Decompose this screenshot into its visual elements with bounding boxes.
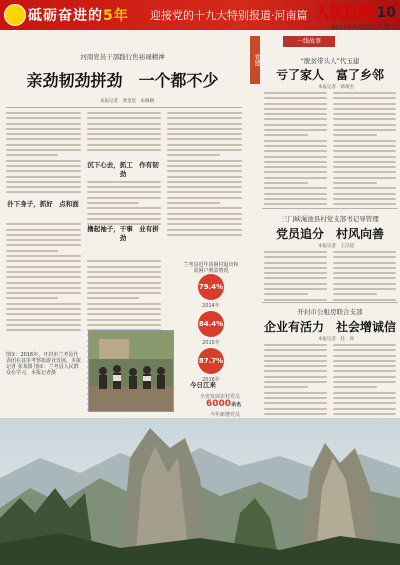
body-text-line bbox=[264, 397, 327, 399]
mountain-landscape-photo bbox=[0, 418, 400, 565]
story3-kicker: 开封市公租房联合支部 bbox=[297, 308, 363, 316]
body-text-line bbox=[6, 160, 81, 162]
body-text-line bbox=[87, 117, 162, 119]
left-kicker: 河南党员干部践行焦裕禄精神 bbox=[80, 53, 165, 61]
body-text-line bbox=[6, 276, 81, 278]
body-text-line bbox=[6, 123, 81, 125]
body-text-line bbox=[6, 112, 81, 114]
body-text-line bbox=[333, 182, 377, 184]
body-text-line bbox=[264, 108, 327, 110]
body-text-line bbox=[6, 154, 58, 156]
body-text-line bbox=[87, 112, 162, 114]
left-byline: 本报记者 龚金星 朱佩娴 bbox=[100, 99, 154, 104]
banner-subtitle: 迎接党的十九大特别报道·河南篇 bbox=[150, 9, 308, 22]
body-text-line bbox=[167, 170, 242, 172]
body-text-line bbox=[167, 186, 242, 188]
today-item-1-value: 6000余名 bbox=[206, 399, 242, 409]
body-text-line bbox=[264, 262, 327, 264]
body-text-line bbox=[333, 392, 396, 394]
body-text-line bbox=[6, 297, 58, 299]
story1-columns bbox=[264, 92, 396, 209]
body-text-line bbox=[6, 271, 81, 273]
body-text-line bbox=[167, 154, 219, 156]
body-text-line bbox=[6, 250, 58, 252]
body-text-line bbox=[333, 187, 396, 189]
body-text-line bbox=[264, 171, 327, 173]
story3-headline: 企业有活力 社会增诚信 bbox=[263, 320, 396, 334]
body-text-line bbox=[333, 150, 396, 152]
body-text-line bbox=[333, 161, 396, 163]
stat-circle: 79.4% bbox=[198, 274, 224, 300]
body-text-line bbox=[167, 123, 242, 125]
body-text-line bbox=[6, 181, 81, 183]
body-text-line bbox=[6, 128, 81, 130]
stat-year-label: 2016年 bbox=[202, 377, 220, 383]
body-text-line bbox=[6, 287, 81, 289]
stats-title: 兰考县近年贫困村退出和贫困户脱贫情况 bbox=[183, 262, 239, 274]
body-text-line bbox=[6, 186, 81, 188]
story3-columns bbox=[264, 344, 396, 418]
body-text-line bbox=[6, 133, 81, 135]
body-text-line bbox=[87, 191, 162, 193]
body-text-line bbox=[87, 181, 162, 183]
left-subhead-3: 撸起袖子，干事 业有拼劲 bbox=[87, 225, 159, 242]
story3-byline: 本报记者 任 涛 bbox=[318, 337, 354, 342]
body-text-line bbox=[87, 308, 162, 310]
body-text-line bbox=[333, 256, 396, 258]
body-text-line bbox=[333, 386, 377, 388]
body-text-line bbox=[333, 402, 396, 404]
body-text-line bbox=[264, 386, 308, 388]
body-text-line bbox=[6, 260, 81, 262]
body-text-line bbox=[333, 166, 396, 168]
body-text-line bbox=[167, 218, 242, 220]
body-text-line bbox=[264, 288, 327, 290]
body-text-line bbox=[333, 413, 396, 415]
left-headline: 亲劲韧劲拼劲 一个都不少 bbox=[26, 71, 219, 90]
body-text-line bbox=[87, 144, 162, 146]
banner-title: 砥砺奋进的5年 bbox=[28, 8, 129, 24]
special-report-banner bbox=[0, 0, 400, 30]
body-text-line bbox=[333, 299, 396, 301]
body-text-line bbox=[167, 165, 242, 167]
body-text-line bbox=[6, 144, 81, 146]
body-text-line bbox=[167, 138, 242, 140]
body-text-line bbox=[333, 365, 396, 367]
body-text-line bbox=[87, 276, 162, 278]
body-text-line bbox=[264, 256, 327, 258]
body-text-line bbox=[333, 103, 396, 105]
body-text-line bbox=[264, 182, 308, 184]
left-subhead-2: 沉下心去，抓工 作有韧劲 bbox=[87, 161, 159, 178]
body-text-line bbox=[264, 177, 327, 179]
body-text-line bbox=[264, 293, 308, 295]
stat-year-label: 2014年 bbox=[202, 303, 220, 309]
body-text-line bbox=[333, 344, 396, 346]
body-text-line bbox=[167, 117, 242, 119]
body-text-line bbox=[87, 324, 162, 326]
body-text-line bbox=[264, 129, 327, 131]
today-title: 今日江来 bbox=[190, 381, 216, 389]
body-text-line bbox=[6, 170, 81, 172]
today-item-1-label: 全省发展农村党员 bbox=[199, 394, 240, 400]
paper-name: 人民日报 bbox=[315, 5, 372, 21]
body-text-line bbox=[87, 266, 162, 268]
body-text-line bbox=[167, 112, 242, 114]
body-text-line bbox=[333, 251, 396, 253]
body-text-line bbox=[167, 223, 242, 225]
body-text-line bbox=[87, 313, 162, 315]
body-text-line bbox=[87, 213, 162, 215]
body-text-line bbox=[6, 165, 81, 167]
body-text-line bbox=[333, 97, 396, 99]
body-text-line bbox=[6, 303, 81, 305]
body-text-line bbox=[87, 197, 162, 199]
body-text-line bbox=[333, 376, 396, 378]
body-text-line bbox=[264, 161, 327, 163]
body-text-line bbox=[333, 293, 377, 295]
body-text-line bbox=[6, 223, 81, 225]
body-text-line bbox=[333, 140, 396, 142]
body-text-line bbox=[333, 129, 396, 131]
body-text-line bbox=[264, 267, 327, 269]
body-text-line bbox=[264, 156, 327, 158]
party-emblem-icon bbox=[4, 4, 26, 26]
story2-byline: 本报记者 王汉超 bbox=[318, 244, 354, 249]
body-text-line bbox=[333, 177, 396, 179]
body-text-line bbox=[167, 160, 242, 162]
body-text-line bbox=[87, 319, 162, 321]
body-text-line bbox=[333, 381, 396, 383]
body-text-line bbox=[333, 145, 396, 147]
body-text-line bbox=[87, 123, 162, 125]
body-text-line bbox=[333, 283, 396, 285]
body-text-line bbox=[333, 349, 396, 351]
body-text-line bbox=[6, 138, 81, 140]
body-text-line bbox=[87, 287, 162, 289]
today-item-2-label: 今年新增党员 bbox=[209, 412, 240, 418]
body-text-line bbox=[167, 229, 242, 231]
body-text-line bbox=[264, 365, 327, 367]
body-text-line bbox=[333, 124, 396, 126]
body-text-line bbox=[6, 324, 81, 326]
body-text-line bbox=[167, 144, 242, 146]
body-text-line bbox=[264, 150, 327, 152]
story2-columns bbox=[264, 251, 396, 304]
body-text-line bbox=[87, 271, 162, 273]
party-building-tab: 党建 bbox=[250, 36, 260, 84]
story2-headline: 党员追分 村风向善 bbox=[275, 227, 384, 241]
body-text-line bbox=[333, 171, 396, 173]
body-text-line bbox=[333, 355, 396, 357]
body-text-line bbox=[167, 176, 242, 178]
left-subhead-1: 扑下身子，抓好 点和面 bbox=[7, 200, 79, 208]
body-text-line bbox=[264, 92, 327, 94]
body-text-line bbox=[264, 140, 327, 142]
body-text-line bbox=[6, 229, 81, 231]
body-text-line bbox=[333, 370, 396, 372]
body-text-line bbox=[333, 267, 396, 269]
body-text-line bbox=[264, 413, 327, 415]
body-text-line bbox=[6, 239, 81, 241]
story1-byline: 本报记者 韩俊杰 bbox=[318, 85, 354, 90]
body-text-line bbox=[264, 187, 327, 189]
body-text-line bbox=[333, 360, 396, 362]
body-text-line bbox=[87, 282, 162, 284]
body-text-line bbox=[87, 202, 139, 204]
body-text-line bbox=[264, 113, 327, 115]
body-text-line bbox=[264, 370, 327, 372]
body-text-line bbox=[333, 113, 396, 115]
body-text-line bbox=[333, 198, 396, 200]
body-text-line bbox=[167, 197, 242, 199]
body-text-line bbox=[167, 207, 242, 209]
body-text-line bbox=[87, 133, 162, 135]
body-text-line bbox=[264, 198, 327, 200]
body-text-line bbox=[6, 319, 81, 321]
body-text-line bbox=[264, 344, 327, 346]
body-text-line bbox=[264, 402, 327, 404]
body-text-line bbox=[6, 117, 81, 119]
body-text-line bbox=[167, 234, 242, 236]
body-text-line bbox=[333, 118, 396, 120]
body-text-line bbox=[333, 277, 396, 279]
body-text-line bbox=[87, 292, 162, 294]
body-text-line bbox=[264, 381, 327, 383]
body-text-line bbox=[6, 191, 81, 193]
body-text-line bbox=[264, 392, 327, 394]
body-text-line bbox=[333, 156, 396, 158]
body-text-line bbox=[264, 193, 327, 195]
body-text-line bbox=[333, 108, 396, 110]
body-text-line bbox=[167, 213, 242, 215]
body-text-line bbox=[87, 138, 162, 140]
body-text-line bbox=[6, 176, 81, 178]
body-text-line bbox=[87, 128, 162, 130]
body-text-line bbox=[87, 149, 162, 151]
body-text-line bbox=[264, 251, 327, 253]
page-number: 10 bbox=[376, 5, 396, 21]
body-text-line bbox=[264, 134, 308, 136]
body-text-line bbox=[264, 118, 327, 120]
stat-circle: 84.4% bbox=[198, 311, 224, 337]
body-text-line bbox=[264, 376, 327, 378]
body-text-line bbox=[333, 203, 396, 205]
body-text-line bbox=[87, 218, 162, 220]
body-text-line bbox=[167, 202, 219, 204]
body-text-line bbox=[167, 133, 242, 135]
body-text-line bbox=[6, 329, 81, 331]
body-text-line bbox=[6, 255, 81, 257]
body-text-line bbox=[333, 408, 396, 410]
people-gathering-photo bbox=[88, 330, 174, 412]
body-text-line bbox=[264, 355, 327, 357]
body-text-line bbox=[87, 297, 139, 299]
body-text-line bbox=[333, 288, 396, 290]
body-text-line bbox=[6, 282, 81, 284]
body-text-line bbox=[264, 349, 327, 351]
stat-year-label: 2015年 bbox=[202, 340, 220, 346]
body-text-line bbox=[264, 272, 327, 274]
story1-headline: 亏了家人 富了乡邻 bbox=[275, 68, 384, 82]
body-text-line bbox=[264, 360, 327, 362]
body-text-line bbox=[167, 128, 242, 130]
body-text-line bbox=[87, 207, 162, 209]
body-text-line bbox=[264, 103, 327, 105]
body-text-line bbox=[6, 292, 81, 294]
body-text-line bbox=[264, 124, 327, 126]
photo-caption: 图①：2016年，开封市兰考县代表团在县里考察旅游业发展。本报记者 张某摄 图②：兰考县人民群众在学习，本报记者摄 bbox=[6, 352, 82, 376]
body-text-line bbox=[333, 134, 377, 136]
body-text-line bbox=[167, 181, 242, 183]
body-text-line bbox=[264, 97, 327, 99]
body-text-line bbox=[264, 203, 327, 205]
body-text-line bbox=[333, 193, 396, 195]
story2-kicker: 三门峡渑池县村党支部书记导管理 bbox=[281, 215, 379, 223]
body-text-line bbox=[167, 191, 242, 193]
story1-kicker: “脱贫带头人”代玉建 bbox=[300, 57, 360, 65]
body-text-line bbox=[6, 234, 81, 236]
body-text-line bbox=[264, 145, 327, 147]
masthead bbox=[315, 2, 396, 31]
body-text-line bbox=[264, 408, 327, 410]
body-text-line bbox=[264, 299, 327, 301]
body-text-line bbox=[6, 313, 81, 315]
body-text-line bbox=[333, 397, 396, 399]
body-text-line bbox=[6, 149, 81, 151]
body-text-line bbox=[6, 244, 81, 246]
body-text-line bbox=[264, 166, 327, 168]
body-text-line bbox=[6, 266, 81, 268]
body-text-line bbox=[333, 262, 396, 264]
body-text-line bbox=[333, 272, 396, 274]
stat-circle: 87.7% bbox=[198, 348, 224, 374]
body-text-line bbox=[87, 186, 162, 188]
issue-date: 2017年8月25日 星期五 bbox=[331, 24, 396, 31]
body-text-line bbox=[87, 303, 162, 305]
body-text-line bbox=[167, 149, 242, 151]
body-text-line bbox=[6, 308, 81, 310]
body-text-line bbox=[264, 283, 327, 285]
frontline-tag: 一线故事 bbox=[283, 36, 335, 47]
body-text-line bbox=[333, 92, 396, 94]
body-text-line bbox=[264, 277, 327, 279]
body-text-line bbox=[87, 260, 162, 262]
